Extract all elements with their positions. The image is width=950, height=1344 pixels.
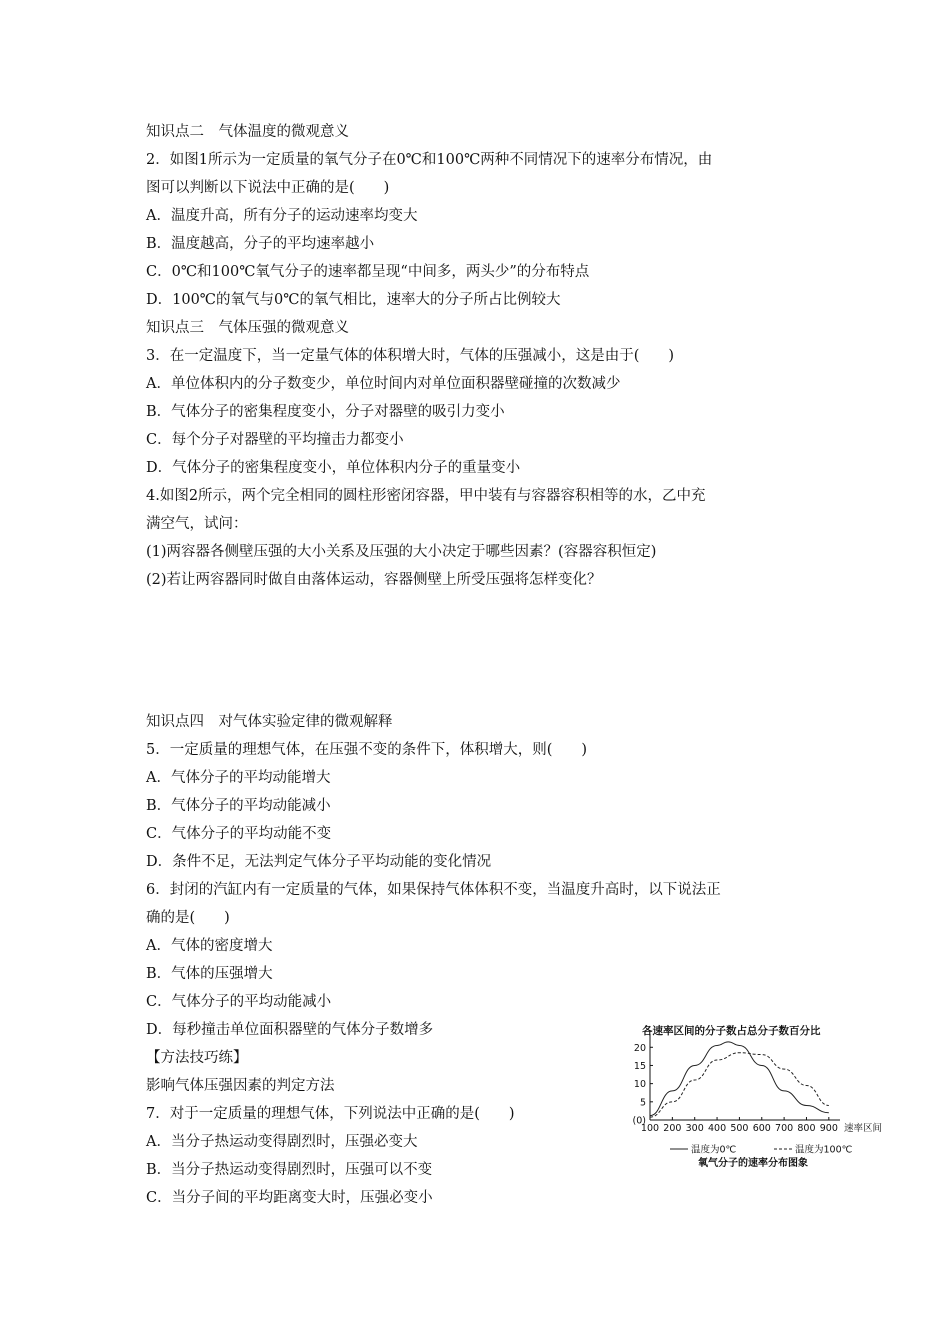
x-tick-label: 400 <box>707 1123 727 1134</box>
y-tick-label: (0) <box>632 1115 646 1127</box>
series-line <box>650 1053 829 1117</box>
text-line: 知识点二 气体温度的微观意义 <box>146 124 349 140</box>
text-line: 7．对于一定质量的理想气体，下列说法中正确的是( ) <box>146 1106 515 1122</box>
chart-legend <box>670 1144 853 1156</box>
text-line: C．气体分子的平均动能不变 <box>146 826 332 842</box>
x-tick-label: 200 <box>663 1123 682 1134</box>
text-line: D．100℃的氧气与0℃的氧气相比，速率大的分子所占比例较大 <box>146 292 561 308</box>
text-line: B．气体分子的平均动能减小 <box>146 798 331 814</box>
text-line: (1)两容器各侧壁压强的大小关系及压强的大小决定于哪些因素？(容器容积恒定) <box>146 544 657 560</box>
text-line: 5．一定质量的理想气体，在压强不变的条件下，体积增大，则( ) <box>146 742 588 758</box>
text-line: 满空气，试问： <box>146 516 248 532</box>
chart-title: 各速率区间的分子数占总分子数百分比 <box>642 1025 821 1037</box>
x-tick-label: 300 <box>685 1123 704 1134</box>
text-line: C．0℃和100℃氧气分子的速率都呈现“中间多，两头少”的分布特点 <box>146 264 590 280</box>
text-line: D．条件不足，无法判定气体分子平均动能的变化情况 <box>146 854 492 870</box>
text-line: 【方法技巧练】 <box>146 1050 248 1066</box>
chart-caption: 氧气分子的速率分布图象 <box>698 1158 808 1169</box>
y-tick-label: 5 <box>639 1097 646 1109</box>
text-line: B．当分子热运动变得剧烈时，压强可以不变 <box>146 1162 433 1178</box>
text-line: D．每秒撞击单位面积器壁的气体分子数增多 <box>146 1022 434 1038</box>
y-tick-label: 10 <box>633 1079 646 1091</box>
text-line: C．气体分子的平均动能减小 <box>146 994 332 1010</box>
text-line: B．气体的压强增大 <box>146 966 273 982</box>
text-line: 知识点四 对气体实验定律的微观解释 <box>146 714 393 730</box>
x-tick-label: 600 <box>752 1123 771 1134</box>
text-line: B．温度越高，分子的平均速率越小 <box>146 236 375 252</box>
legend-label: 温度为0℃ <box>691 1144 737 1156</box>
text-line: 6．封闭的汽缸内有一定质量的气体，如果保持气体体积不变，当温度升高时，以下说法正 <box>146 882 721 898</box>
text-line: 3．在一定温度下，当一定量气体的体积增大时，气体的压强减小，这是由于( ) <box>146 348 675 364</box>
text-line: A．气体的密度增大 <box>146 938 273 954</box>
x-tick-label: 100 <box>640 1123 660 1134</box>
text-line: C．每个分子对器壁的平均撞击力都变小 <box>146 432 404 448</box>
x-tick-label: 700 <box>775 1123 794 1134</box>
text-line: A．当分子热运动变得剧烈时，压强必变大 <box>146 1134 418 1150</box>
x-tick-label: 500 <box>730 1123 749 1134</box>
text-line: 确的是( ) <box>146 910 230 926</box>
text-line: A．温度升高，所有分子的运动速率均变大 <box>146 208 418 224</box>
text-line: B．气体分子的密集程度变小，分子对器壁的吸引力变小 <box>146 404 505 420</box>
text-line: 知识点三 气体压强的微观意义 <box>146 320 349 336</box>
x-tick-label: 800 <box>797 1123 816 1134</box>
text-line: 4.如图2所示，两个完全相同的圆柱形密闭容器，甲中装有与容器容积相等的水，乙中充 <box>146 488 706 504</box>
text-line: C．当分子间的平均距离变大时，压强必变小 <box>146 1190 433 1206</box>
y-tick-label: 15 <box>633 1060 646 1072</box>
text-line: (2)若让两容器同时做自由落体运动，容器侧壁上所受压强将怎样变化？ <box>146 572 602 588</box>
text-line: A．气体分子的平均动能增大 <box>146 770 331 786</box>
text-line: A．单位体积内的分子数变少，单位时间内对单位面积器壁碰撞的次数减少 <box>146 376 621 392</box>
text-line: 图可以判断以下说法中正确的是( ) <box>146 180 390 196</box>
speed-distribution-chart <box>618 1020 888 1170</box>
text-line: 影响气体压强因素的判定方法 <box>146 1078 335 1094</box>
x-axis-label: 速率区间 <box>844 1123 883 1134</box>
text-line: D．气体分子的密集程度变小，单位体积内分子的重量变小 <box>146 460 521 476</box>
text-line: 2．如图1所示为一定质量的氧气分子在0℃和100℃两种不同情况下的速率分布情况，由 <box>146 152 713 168</box>
legend-label: 温度为100℃ <box>795 1144 853 1156</box>
y-tick-label: 20 <box>633 1042 646 1054</box>
x-tick-label: 900 <box>819 1123 838 1134</box>
